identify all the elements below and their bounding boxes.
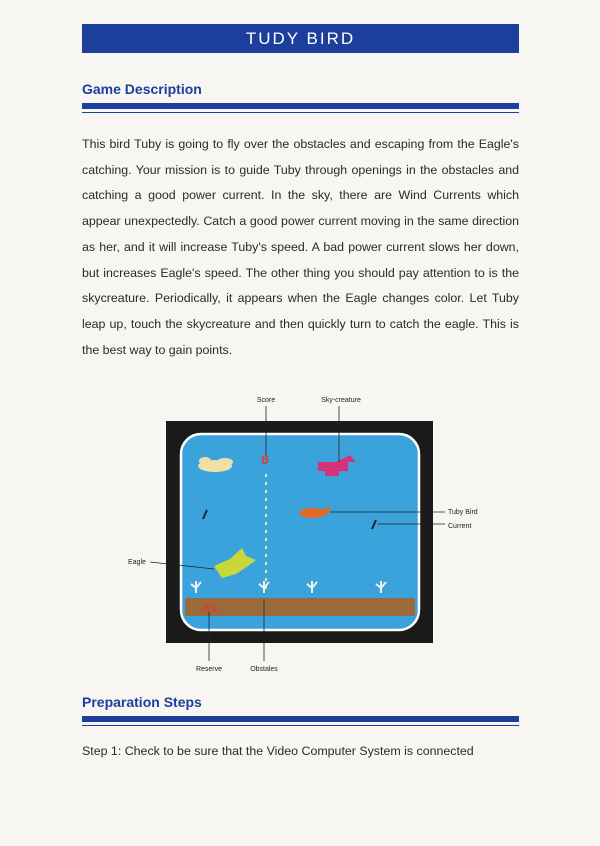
- ground-strip: [185, 598, 415, 616]
- label-current: Current: [448, 523, 472, 530]
- page-title: TUDY BIRD: [82, 24, 519, 53]
- label-score: Score: [256, 397, 276, 404]
- heading-rule: [82, 716, 519, 722]
- step-1-text: Step 1: Check to be sure that the Video Computer System is connected: [82, 744, 474, 758]
- label-reserve: Reserve: [195, 666, 223, 673]
- game-description-paragraph: This bird Tuby is going to fly over the obstacles and escaping from the Eagle's catching. Your mission is to guide Tuby through openings in the obstacles and catching a good power current. In the sky, there are Wind Currents which appear unexpectedly. Catch a good power current moving in the same direction as her, and it will increase Tuby's speed. A bad power current slows her down, but increases Eagle's speed. The other thing you should pay attention to is the skycreature. Periodically, it appears when the Eagle changes color. Let Tuby leap up, touch the skycreature and then quickly turn to catch the eagle. This is the best way to gain points.: [82, 137, 519, 357]
- label-sky-creature: Sky-creature: [321, 397, 361, 404]
- label-eagle: Eagle: [128, 559, 146, 566]
- score-value: 0: [260, 453, 270, 469]
- reserve-value: X1: [202, 601, 218, 615]
- section-heading-game-description: Game Description: [82, 81, 202, 97]
- heading-rule-thin: [82, 725, 519, 726]
- section-heading-preparation-steps: Preparation Steps: [82, 694, 202, 710]
- label-tuby-bird: Tuby Bird: [448, 509, 478, 516]
- label-obstacles: Obstales: [250, 666, 278, 673]
